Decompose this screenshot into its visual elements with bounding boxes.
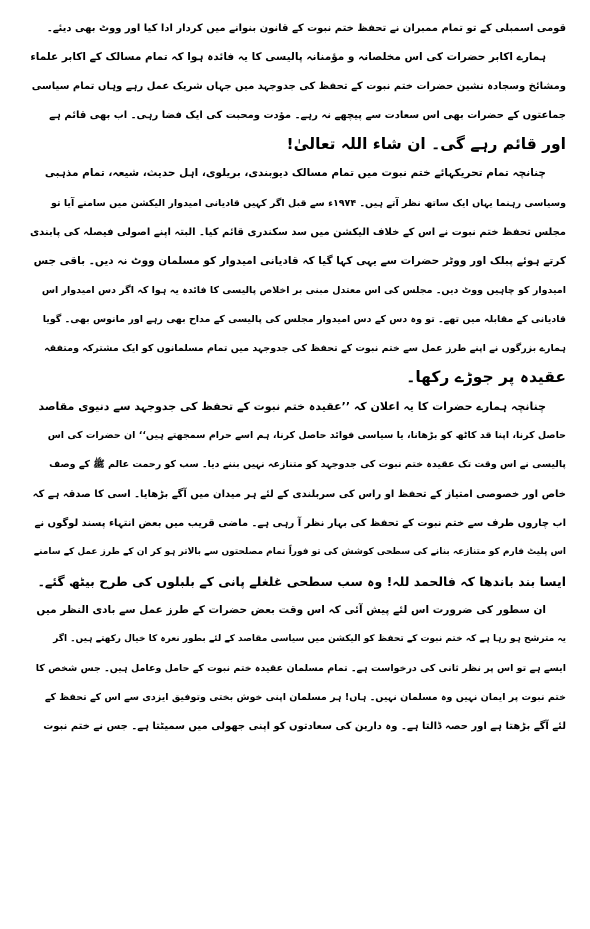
- text-line: ہمارے بزرگوں نے اپنے طرز عمل سے ختم نبوت کے تحفظ کی جدوجہد میں تمام مسلمانوں کو ایک مشترکہ ومتفقہ: [44, 343, 566, 355]
- text-line: لئے آگے بڑھتا ہے اور حصہ ڈالتا ہے۔ وہ دارین کی سعادتوں کو اپنی جھولی میں سمیٹتا ہے۔ جس نے ختم نبوت: [43, 721, 566, 733]
- text-line: کرتے ہوئے پبلک اور ووٹر حضرات سے یہی کہا گیا کہ قادیانی امیدوار کو مسلمان ووٹ نہ دیں۔ باقی جس: [33, 254, 566, 267]
- text-line: چنانچہ تمام تحریکہائے ختم نبوت میں تمام مسالک دیوبندی، بریلوی، اہل حدیث، شیعہ، تمام مذہبی: [44, 167, 546, 180]
- text-line: اب چاروں طرف سے ختم نبوت کے تحفظ کی بہار نظر آ رہی ہے۔ ماضی قریب میں بعض انتہاء پسند لوگوں نے: [34, 517, 566, 529]
- text-line: پالیسی نے اس وقت تک عقیدہ ختم نبوت کی جدوجہد کو متنازعہ نہیں بننے دیا۔ سب کو رحمت عالم ﷺ کے وصف: [49, 459, 566, 471]
- text-line: ایسے ہے تو اس پر نظر ثانی کی درخواست ہے۔ تمام مسلمان عقیدہ ختم نبوت کے حامل وعامل ہیں۔ جس شخص کا: [35, 663, 566, 675]
- text-line: خاص اور خصوصی امتیاز کے تحفظ او راس کی سربلندی کے لئے ہر میدان میں آگے بڑھایا۔ اسی کا صدقہ ہے کہ: [32, 488, 566, 500]
- text-line: اور قائم رہے گی۔ ان شاء اللہ تعالیٰ!: [286, 135, 566, 154]
- text-line: قومی اسمبلی کے تو تمام ممبران نے تحفظ ختم نبوت کے قانون بنوانے میں کردار ادا کیا اور ووٹ بھی دیئے۔: [46, 23, 566, 34]
- text-line: قادیانی کے مقابلہ میں تھے۔ تو وہ دس کے دس امیدوار مجلس کی پالیسی کے مداح بھی رہے اور مانوس بھی۔ گویا: [42, 313, 566, 325]
- text-line: مجلس تحفظ ختم نبوت نے اس کے خلاف الیکشن میں سد سکندری قائم کیا۔ البتہ اپنے اصولی فیصلہ کی پابندی: [29, 226, 566, 238]
- text-line: جماعتوں کے حضرات بھی اس سعادت سے پیچھے نہ رہے۔ مؤدت ومحبت کی ایک فضا رہی۔ اب بھی قائم ہے: [49, 110, 566, 122]
- text-line: عقیدہ پر جوڑے رکھا۔: [406, 368, 566, 387]
- text-line: ان سطور کی ضرورت اس لئے پیش آئی کہ اس وقت بعض حضرات کے طرز عمل سے بادی النظر میں: [36, 603, 546, 616]
- text-line: ومشائخ وسجادہ نشین حضرات ختم نبوت کے تحفظ کی جدوجہد میں جہاں شریک عمل رہے وہاں تمام سیاسی: [31, 81, 566, 93]
- text-line: یہ مترشح ہو رہا ہے کہ ختم نبوت کے تحفظ کو الیکشن میں سیاسی مقاصد کے لئے بطور نعرہ کا خیال رکھتے ہیں۔ اگر: [53, 633, 566, 644]
- text-line: وسیاسی رہنما یہاں ایک ساتھ نظر آتے ہیں۔ ۱۹۷۴ء سے قبل اگر کہیں قادیانی امیدوار الیکشن میں سامنے آیا تو: [51, 197, 566, 209]
- text-line: امیدوار کو چاہیں ووٹ دیں۔ مجلس کی اس معتدل مبنی بر اخلاص پالیسی کا فائدہ یہ ہوا کہ اگر دس امیدوار اس: [41, 284, 566, 296]
- text-line: ہمارے اکابر حضرات کی اس مخلصانہ و مؤمنانہ پالیسی کا یہ فائدہ ہوا کہ تمام مسالک کے اکابر علماء: [30, 51, 546, 64]
- text-line: حاصل کرنا، اپنا قد کاٹھ کو بڑھانا، یا سیاسی فوائد حاصل کرنا، ہم اسے حرام سمجھتے ہیں‘‘ ان حضرات کی اس: [47, 430, 566, 442]
- text-line: ایسا بند باندھا کہ فالحمد للہ! وہ سب سطحی غلغلے پانی کے بلبلوں کی طرح بیٹھ گئے۔: [37, 573, 566, 589]
- text-line: ختم نبوت پر ایمان نہیں وہ مسلمان نہیں۔ ہاں! ہر مسلمان اپنی خوش بختی وتوفیق ایزدی سے اس کے تحفظ کے: [44, 692, 566, 704]
- text-line: اس پلیٹ فارم کو متنازعہ بنانے کی سطحی کوشش کی تو فوراً تمام مصلحتوں سے بالاتر ہو کر ان کے طرز عمل کے سامنے: [33, 546, 566, 557]
- text-line: چنانچہ ہمارے حضرات کا یہ اعلان کہ ’’عقیدہ ختم نبوت کے تحفظ کی جدوجہد سے دنیوی مقاصد: [38, 400, 546, 414]
- document-page: [26, 14, 566, 919]
